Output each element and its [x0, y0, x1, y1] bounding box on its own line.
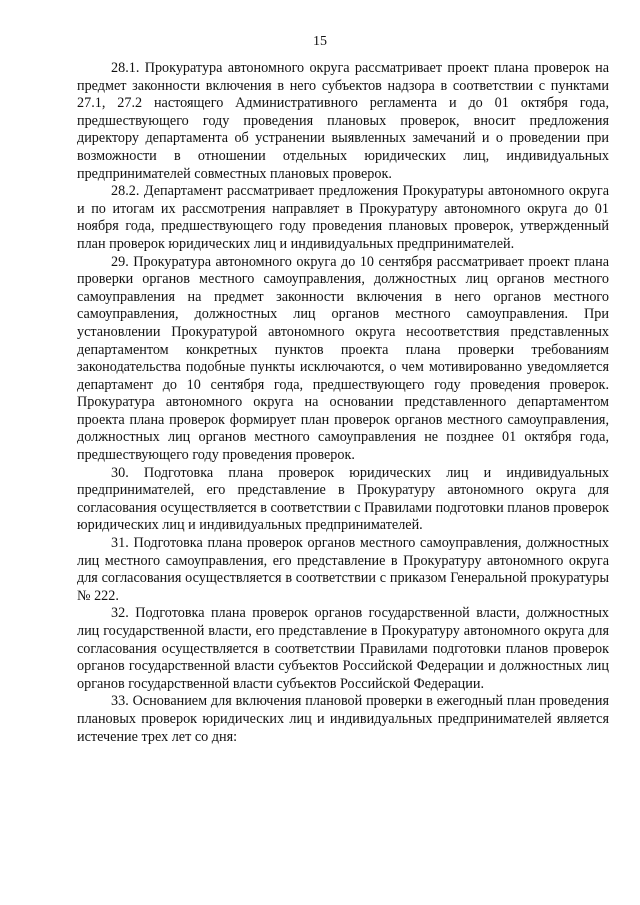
paragraph-30: 30. Подготовка плана проверок юридических лиц и индивидуальных предпринимателей, его представление в Прокуратуру автономного округа для согласования осуществляется в соответствии с Правилами подготовки планов проверок юридических лиц и индивидуальных предпринимателей.: [77, 464, 609, 534]
paragraph-32: 32. Подготовка плана проверок органов государственной власти, должностных лиц государственной власти, его представление в Прокуратуру автономного округа для согласования осуществляется в соответствии Правилами подготовки планов проверок органов государственной власти субъектов Российской Федерации и должностных лиц органов государственной власти субъектов Российской Федерации.: [77, 605, 609, 692]
paragraph-31: 31. Подготовка плана проверок органов местного самоуправления, должностных лиц местного самоуправления, его представление в Прокуратуру автономного округа для согласования осуществляется в соответствии с приказом Генеральной прокуратуры № 222.: [77, 535, 609, 604]
paragraph-28-1: 28.1. Прокуратура автономного округа рассматривает проект плана проверок на предмет законности включения в него субъектов надзора в соответствии с пунктами 27.1, 27.2 настоящего Административного регламента и до 01 октября года, предшествующего году проведения плановых проверок, вносит предложения директору департамента об устранении выявленных замечаний и о проведении при возможности в отношении отдельных юридических лиц, индивидуальных предпринимателей совместных плановых проверок.: [77, 60, 609, 182]
paragraph-29: 29. Прокуратура автономного округа до 10 сентября рассматривает проект плана проверки органов местного самоуправления, должностных лиц органов местного самоуправления на предмет законности включения в него органов местного самоуправления, должностных лиц органов местного самоуправления. При установлении Прокуратурой автономного округа несоответствия представленных департаментом конкретных пунктов проекта плана проверки требованиям законодательства подобные пункты исключаются, о чем мотивированно уведомляется департамент до 10 сентября года, предшествующего году проведения проверок. Прокуратура автономного округа на основании представленного департаментом проекта плана проверок формирует план проверок органов местного самоуправления, должностных лиц органов местного самоуправления не позднее 01 октября года, предшествующего году проведения проверок.: [77, 253, 609, 464]
document-body: [77, 60, 609, 746]
paragraph-28-2: 28.2. Департамент рассматривает предложения Прокуратуры автономного округа и по итогам их рассмотрения направляет в Прокуратуру автономного округа до 01 ноября года, предшествующего году проведения плановых проверок, утвержденный план проверок юридических лиц и индивидуальных предпринимателей.: [77, 183, 609, 252]
paragraph-33: 33. Основанием для включения плановой проверки в ежегодный план проведения плановых проверок юридических лиц и индивидуальных предпринимателей является истечение трех лет со дня:: [77, 693, 609, 745]
page-number: 15: [313, 34, 327, 49]
